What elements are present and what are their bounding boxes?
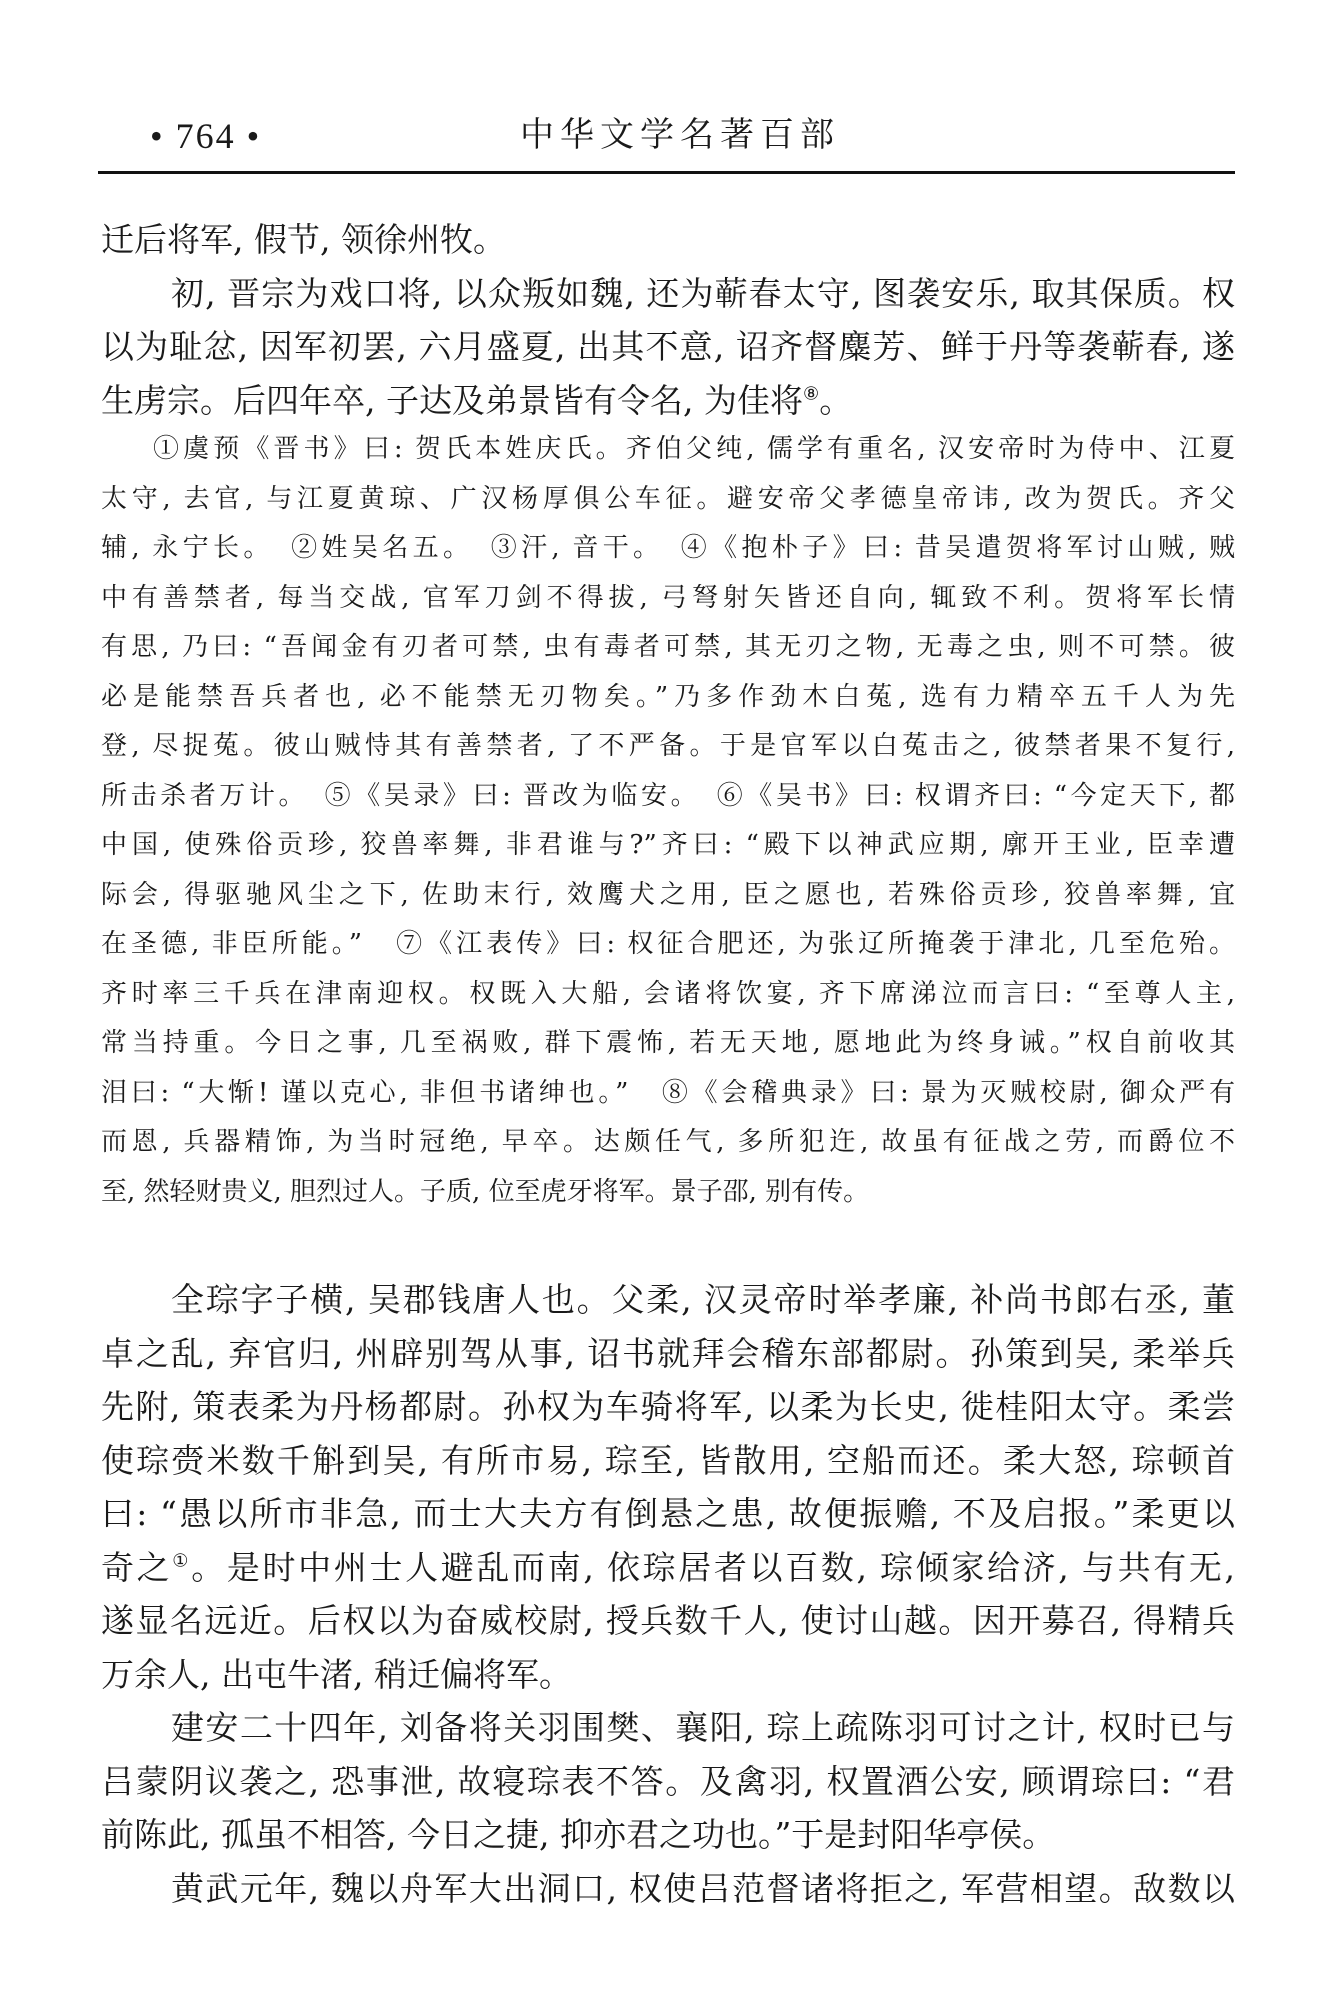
line-text: 登, 尽捉菟。彼山贼恃其有善禁者, 了不严备。于是官军以白菟击之, 彼禁者果不复行,: [101, 731, 1235, 761]
line-text: 太守, 去官, 与江夏黄琼、广汉杨厚俱公车征。避安帝父孝德皇帝讳, 改为贺氏。齐父: [101, 483, 1235, 514]
line-text: 万余人, 出屯牛渚, 稍迁偏将军。: [101, 1654, 572, 1694]
line-text: 吕蒙阴议袭之, 恐事泄, 故寝琮表不答。及禽羽, 权置酒公安, 顾谓琮曰: “君: [101, 1761, 1235, 1801]
line-text: 以为耻忿, 因军初罢, 六月盛夏, 出其不意, 诏齐督麋芳、鲜于丹等袭蕲春, 遂: [101, 327, 1235, 366]
footnote-line: [101, 623, 1235, 673]
text-line: [101, 1701, 1235, 1755]
footnote-line: [101, 1019, 1235, 1069]
footnote-line: [101, 1168, 1235, 1218]
footnote-line: [101, 772, 1235, 822]
text-line: [101, 1862, 1235, 1916]
footnote-reference: ⑧: [802, 382, 820, 404]
line-text-continued: 。: [819, 380, 853, 420]
line-text: 全琮字子横, 吴郡钱唐人也。父柔, 汉灵帝时举孝廉, 补尚书郎右丞, 董: [171, 1280, 1235, 1319]
footnote-line: [101, 1069, 1235, 1119]
text-line: [101, 1594, 1235, 1648]
line-text: 泪曰: “大惭! 谨以克心, 非但书诸绅也。” ⑧《会稽典录》曰: 景为灭贼校尉, 御众严有: [101, 1077, 1235, 1108]
line-text: 中国, 使殊俗贡珍, 狡兽率舞, 非君谁与?”齐曰: “殿下以神武应期, 廓开王业, 臣幸遭: [101, 830, 1235, 860]
line-text-continued: 。是时中州士人避乱而南, 依琮居者以百数, 琮倾家给济, 与共有无,: [191, 1547, 1236, 1587]
text-line: [101, 1541, 1235, 1595]
line-text: 常当持重。今日之事, 几至祸败, 群下震怖, 若无天地, 愿地此为终身诫。”权自前收其: [101, 1028, 1235, 1058]
line-text: 黄武元年, 魏以舟军大出洞口, 权使吕范督诸将拒之, 军营相望。敌数以: [171, 1868, 1235, 1908]
line-text: 建安二十四年, 刘备将关羽围樊、襄阳, 琮上疏陈羽可讨之计, 权时已与: [171, 1708, 1235, 1747]
line-text: 卓之乱, 弃官归, 州辟别驾从事, 诏书就拜会稽东部都尉。孙策到吴, 柔举兵: [101, 1333, 1235, 1373]
footnote-line: [101, 574, 1235, 624]
footnote-line: [101, 722, 1235, 772]
text-line: [101, 1434, 1235, 1488]
footnote-line: [101, 871, 1235, 921]
line-text: 辅, 永宁长。 ②姓吴名五。 ③汗, 音干。 ④《抱朴子》曰: 昔吴遣贺将军讨山贼, 贼: [101, 533, 1235, 563]
line-text: 奇之: [101, 1547, 173, 1587]
line-text: 初, 晋宗为戏口将, 以众叛如魏, 还为蕲春太守, 图袭安乐, 取其保质。权: [171, 273, 1235, 313]
text-line: [101, 320, 1235, 374]
line-text: 生虏宗。后四年卒, 子达及弟景皆有令名, 为佳将: [101, 380, 803, 420]
line-text: 中有善禁者, 每当交战, 官军刀剑不得拔, 弓弩射矢皆还自向, 辄致不利。贺将军长情: [101, 582, 1235, 613]
footnote-line: [101, 1118, 1235, 1168]
text-line: [101, 1487, 1235, 1541]
book-title: 中华文学名著百部: [520, 115, 840, 155]
line-text: 际会, 得驱驰风尘之下, 佐助末行, 效鹰犬之用, 臣之愿也, 若殊俗贡珍, 狡兽率舞, 宜: [101, 879, 1235, 910]
footnote-line: [101, 524, 1235, 574]
header-rule: [98, 171, 1235, 174]
text-line: [101, 374, 1235, 428]
footnote-line: [101, 475, 1235, 525]
text-line: [101, 213, 1235, 267]
line-text: 先附, 策表柔为丹杨都尉。孙权为车骑将军, 以柔为长史, 徙桂阳太守。柔尝: [101, 1387, 1235, 1426]
footnote-line: [101, 821, 1235, 871]
line-text: 遂显名远近。后权以为奋威校尉, 授兵数千人, 使讨山越。因开募召, 得精兵: [101, 1601, 1235, 1640]
line-text: 在圣德, 非臣所能。” ⑦《江表传》曰: 权征合肥还, 为张辽所掩袭于津北, 几至危殆。: [101, 929, 1235, 959]
page-number: • 764 •: [150, 116, 262, 156]
footnote-line: [101, 970, 1235, 1020]
line-text: 曰: “愚以所市非急, 而士大夫方有倒悬之患, 故便振赡, 不及启报。”柔更以: [101, 1494, 1235, 1533]
footnote-line: [101, 673, 1235, 723]
text-line: [101, 267, 1235, 321]
line-text: 迁后将军, 假节, 领徐州牧。: [101, 220, 506, 259]
line-text: 齐时率三千兵在津南迎权。权既入大船, 会诸将饮宴, 齐下席涕泣而言曰: “至尊人主,: [101, 978, 1235, 1009]
line-text: 而恩, 兵器精饰, 为当时冠绝, 早卒。达颇任气, 多所犯迕, 故虽有征战之劳, 而爵位不: [101, 1127, 1235, 1157]
line-text: 有思, 乃曰: “吾闻金有刃者可禁, 虫有毒者可禁, 其无刃之物, 无毒之虫, 则不可禁。彼: [101, 632, 1235, 662]
page-body: [101, 213, 1235, 1915]
text-line: [101, 1648, 1235, 1702]
footnotes-block: [101, 425, 1235, 1217]
line-text: 使琮赍米数千斛到吴, 有所市易, 琮至, 皆散用, 空船而还。柔大怒, 琮顿首: [101, 1440, 1235, 1480]
text-line: [101, 1327, 1235, 1381]
line-text: 所击杀者万计。 ⑤《吴录》曰: 晋改为临安。 ⑥《吴书》曰: 权谓齐曰: “今定天下, 都: [101, 780, 1235, 811]
line-text: 必是能禁吾兵者也, 必不能禁无刃物矣。”乃多作劲木白菟, 选有力精卒五千人为先: [101, 681, 1235, 712]
line-text: 至, 然轻财贵义, 胆烈过人。子质, 位至虎牙将军。景子邵, 别有传。: [101, 1176, 870, 1207]
main-text-block: [101, 1273, 1235, 1915]
main-text-block: [101, 213, 1235, 427]
line-text: ①虞预《晋书》曰: 贺氏本姓庆氏。齐伯父纯, 儒学有重名, 汉安帝时为侍中、江夏: [153, 434, 1235, 464]
text-line: [101, 1808, 1235, 1862]
text-line: [101, 1273, 1235, 1327]
footnote-line: [101, 920, 1235, 970]
text-line: [101, 1755, 1235, 1809]
footnote-line: [101, 425, 1235, 475]
footnote-reference: ①: [172, 1549, 192, 1571]
text-line: [101, 1380, 1235, 1434]
line-text: 前陈此, 孤虽不相答, 今日之捷, 抑亦君之功也。”于是封阳华亭侯。: [101, 1815, 1056, 1854]
